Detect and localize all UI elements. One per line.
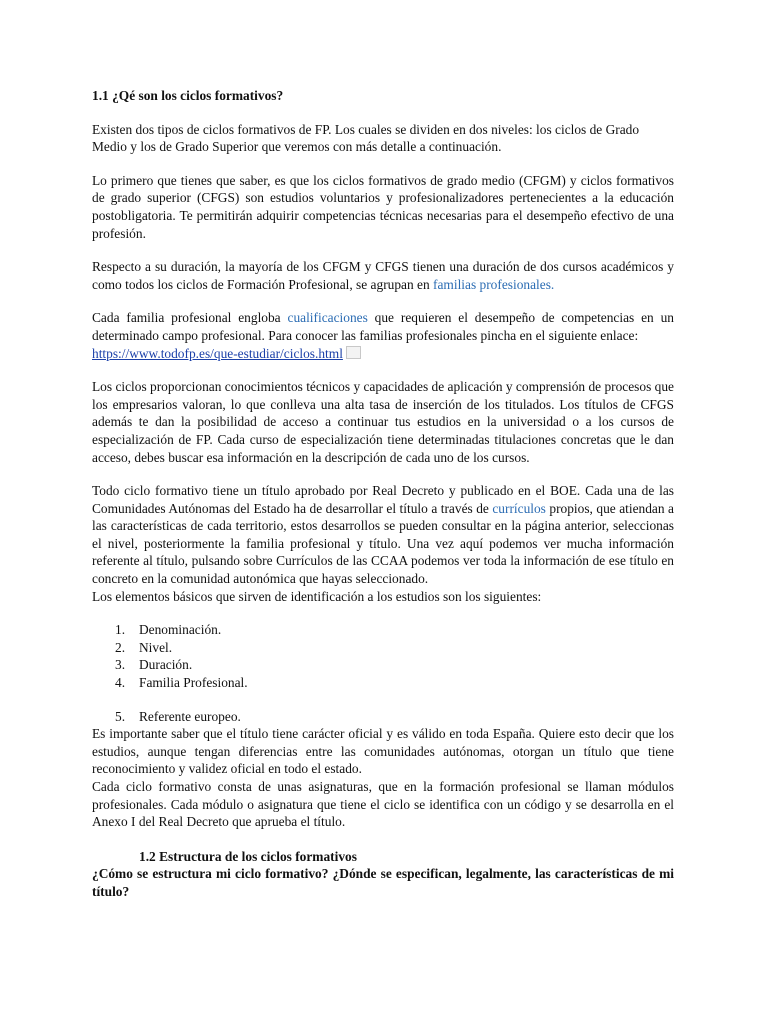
todofp-url-link[interactable]: https://www.todofp.es/que-estudiar/ciclos.html xyxy=(92,345,343,361)
broken-image-icon xyxy=(346,346,361,359)
list-item-number: 4. xyxy=(115,675,126,691)
cualificaciones-link[interactable]: cualificaciones xyxy=(287,310,368,326)
paragraph-intro: Existen dos tipos de ciclos formativos de FP. Los cuales se dividen en dos niveles: los ciclos de Grado Medio y los de Grado Superior que veremos con más detalle a continuación. xyxy=(92,121,640,155)
list-item xyxy=(92,639,674,657)
question-heading: ¿Cómo se estructura mi ciclo formativo? ¿Dónde se especifican, legalmente, las características de mi título? xyxy=(92,866,674,899)
list-item-number: 2. xyxy=(115,639,126,655)
list-item xyxy=(92,656,674,674)
paragraph-familia xyxy=(92,309,674,362)
identification-list xyxy=(92,621,674,691)
paragraph-caracter-oficial: Es importante saber que el título tiene carácter oficial y es válido en toda España. Quiere esto decir que los estudios, aunque tengan diferencias entre las comunidades autónomas, otorgan un título que tiene reconocimiento y validez oficial en todo el estado. xyxy=(92,726,674,777)
paragraph-modulos: Cada ciclo formativo consta de unas asignaturas, que en la formación profesional se llaman módulos profesionales. Cada módulo o asignatura que tiene el ciclo se identifica con un código y se desarrolla en el Anexo I del Real Decreto que aprueba el título. xyxy=(92,779,674,830)
identification-list-continued xyxy=(92,708,674,726)
list-item-text: Referente europeo. xyxy=(139,708,241,724)
paragraph-elementos-basicos: Los elementos básicos que sirven de identificación a los estudios son los siguientes: xyxy=(92,588,542,604)
document-body xyxy=(92,87,674,901)
paragraph-titulo-text-b: propios, que atiendan a las características de cada territorio, estos desarrollos se pueden consultar en la página anterior, seleccionas el nivel, posteriormente la familia profesional y título. Una vez aquí podemos ver mucha información referente al título, pulsando sobre Currículos de las CCAA podemos ver toda la información de ese título en concreto en la comunidad autonómica que hayas seleccionado. xyxy=(92,500,675,587)
list-item-number: 5. xyxy=(115,708,126,724)
subsection-title: 1.2 Estructura de los ciclos formativos xyxy=(139,848,357,864)
paragraph-familia-text-a: Cada familia profesional engloba xyxy=(92,310,288,326)
list-item xyxy=(92,674,674,692)
list-item-number: 1. xyxy=(115,622,126,638)
paragraph-ciclos-proporcionan: Los ciclos proporcionan conocimientos técnicos y capacidades de aplicación y comprensión de procesos que los empresarios valoran, lo que conlleva una alta tasa de inserción de los titulados. Los títulos de CFGS además te dan la posibilidad de acceso a continuar tus estudios en la universidad o a los cursos de especialización de FP. Cada curso de especialización tiene determinadas titulaciones concretas que le dan acceso, debes buscar esa información en la descripción de cada uno de los cursos. xyxy=(92,379,674,465)
paragraph-familia-text-b: que requieren el desempeño de competencias en un determinado campo profesional. Para conocer las familias profesionales pincha en el siguiente enlace: xyxy=(92,310,674,343)
list-item-text: Denominación. xyxy=(139,622,222,638)
paragraph-duration-text: Respecto a su duración, la mayoría de los CFGM y CFGS tienen una duración de dos cursos académicos y como todos los ciclos de Formación Profesional, se agrupan en xyxy=(92,259,674,292)
paragraph-titulo-real-decreto xyxy=(92,482,674,588)
list-item-number: 3. xyxy=(115,657,126,673)
list-item xyxy=(92,621,674,639)
paragraph-titulo-text-a: Todo ciclo formativo tiene un título aprobado por Real Decreto y publicado en el BOE. Cada una de las Comunidades Autónomas del Estado ha de desarrollar el título a través de xyxy=(92,483,674,516)
curriculos-link[interactable]: currículos xyxy=(492,500,546,516)
familias-profesionales-link[interactable]: familias profesionales. xyxy=(433,276,555,292)
list-item-text: Duración. xyxy=(139,657,193,673)
paragraph-cfgm-cfgs: Lo primero que tienes que saber, es que los ciclos formativos de grado medio (CFGM) y ciclos formativos de grado superior (CFGS) son estudios voluntarios y profesionalizadores pertenecientes a la educación postobligatoria. Te permitirán adquirir competencias técnicas necesarias para el desempeño efectivo de una profesión. xyxy=(92,172,674,241)
list-item-text: Nivel. xyxy=(139,639,173,655)
list-item-text: Familia Profesional. xyxy=(139,675,248,691)
section-title: 1.1 ¿Qé son los ciclos formativos? xyxy=(92,88,284,103)
paragraph-duration xyxy=(92,258,674,293)
list-item xyxy=(92,708,674,726)
